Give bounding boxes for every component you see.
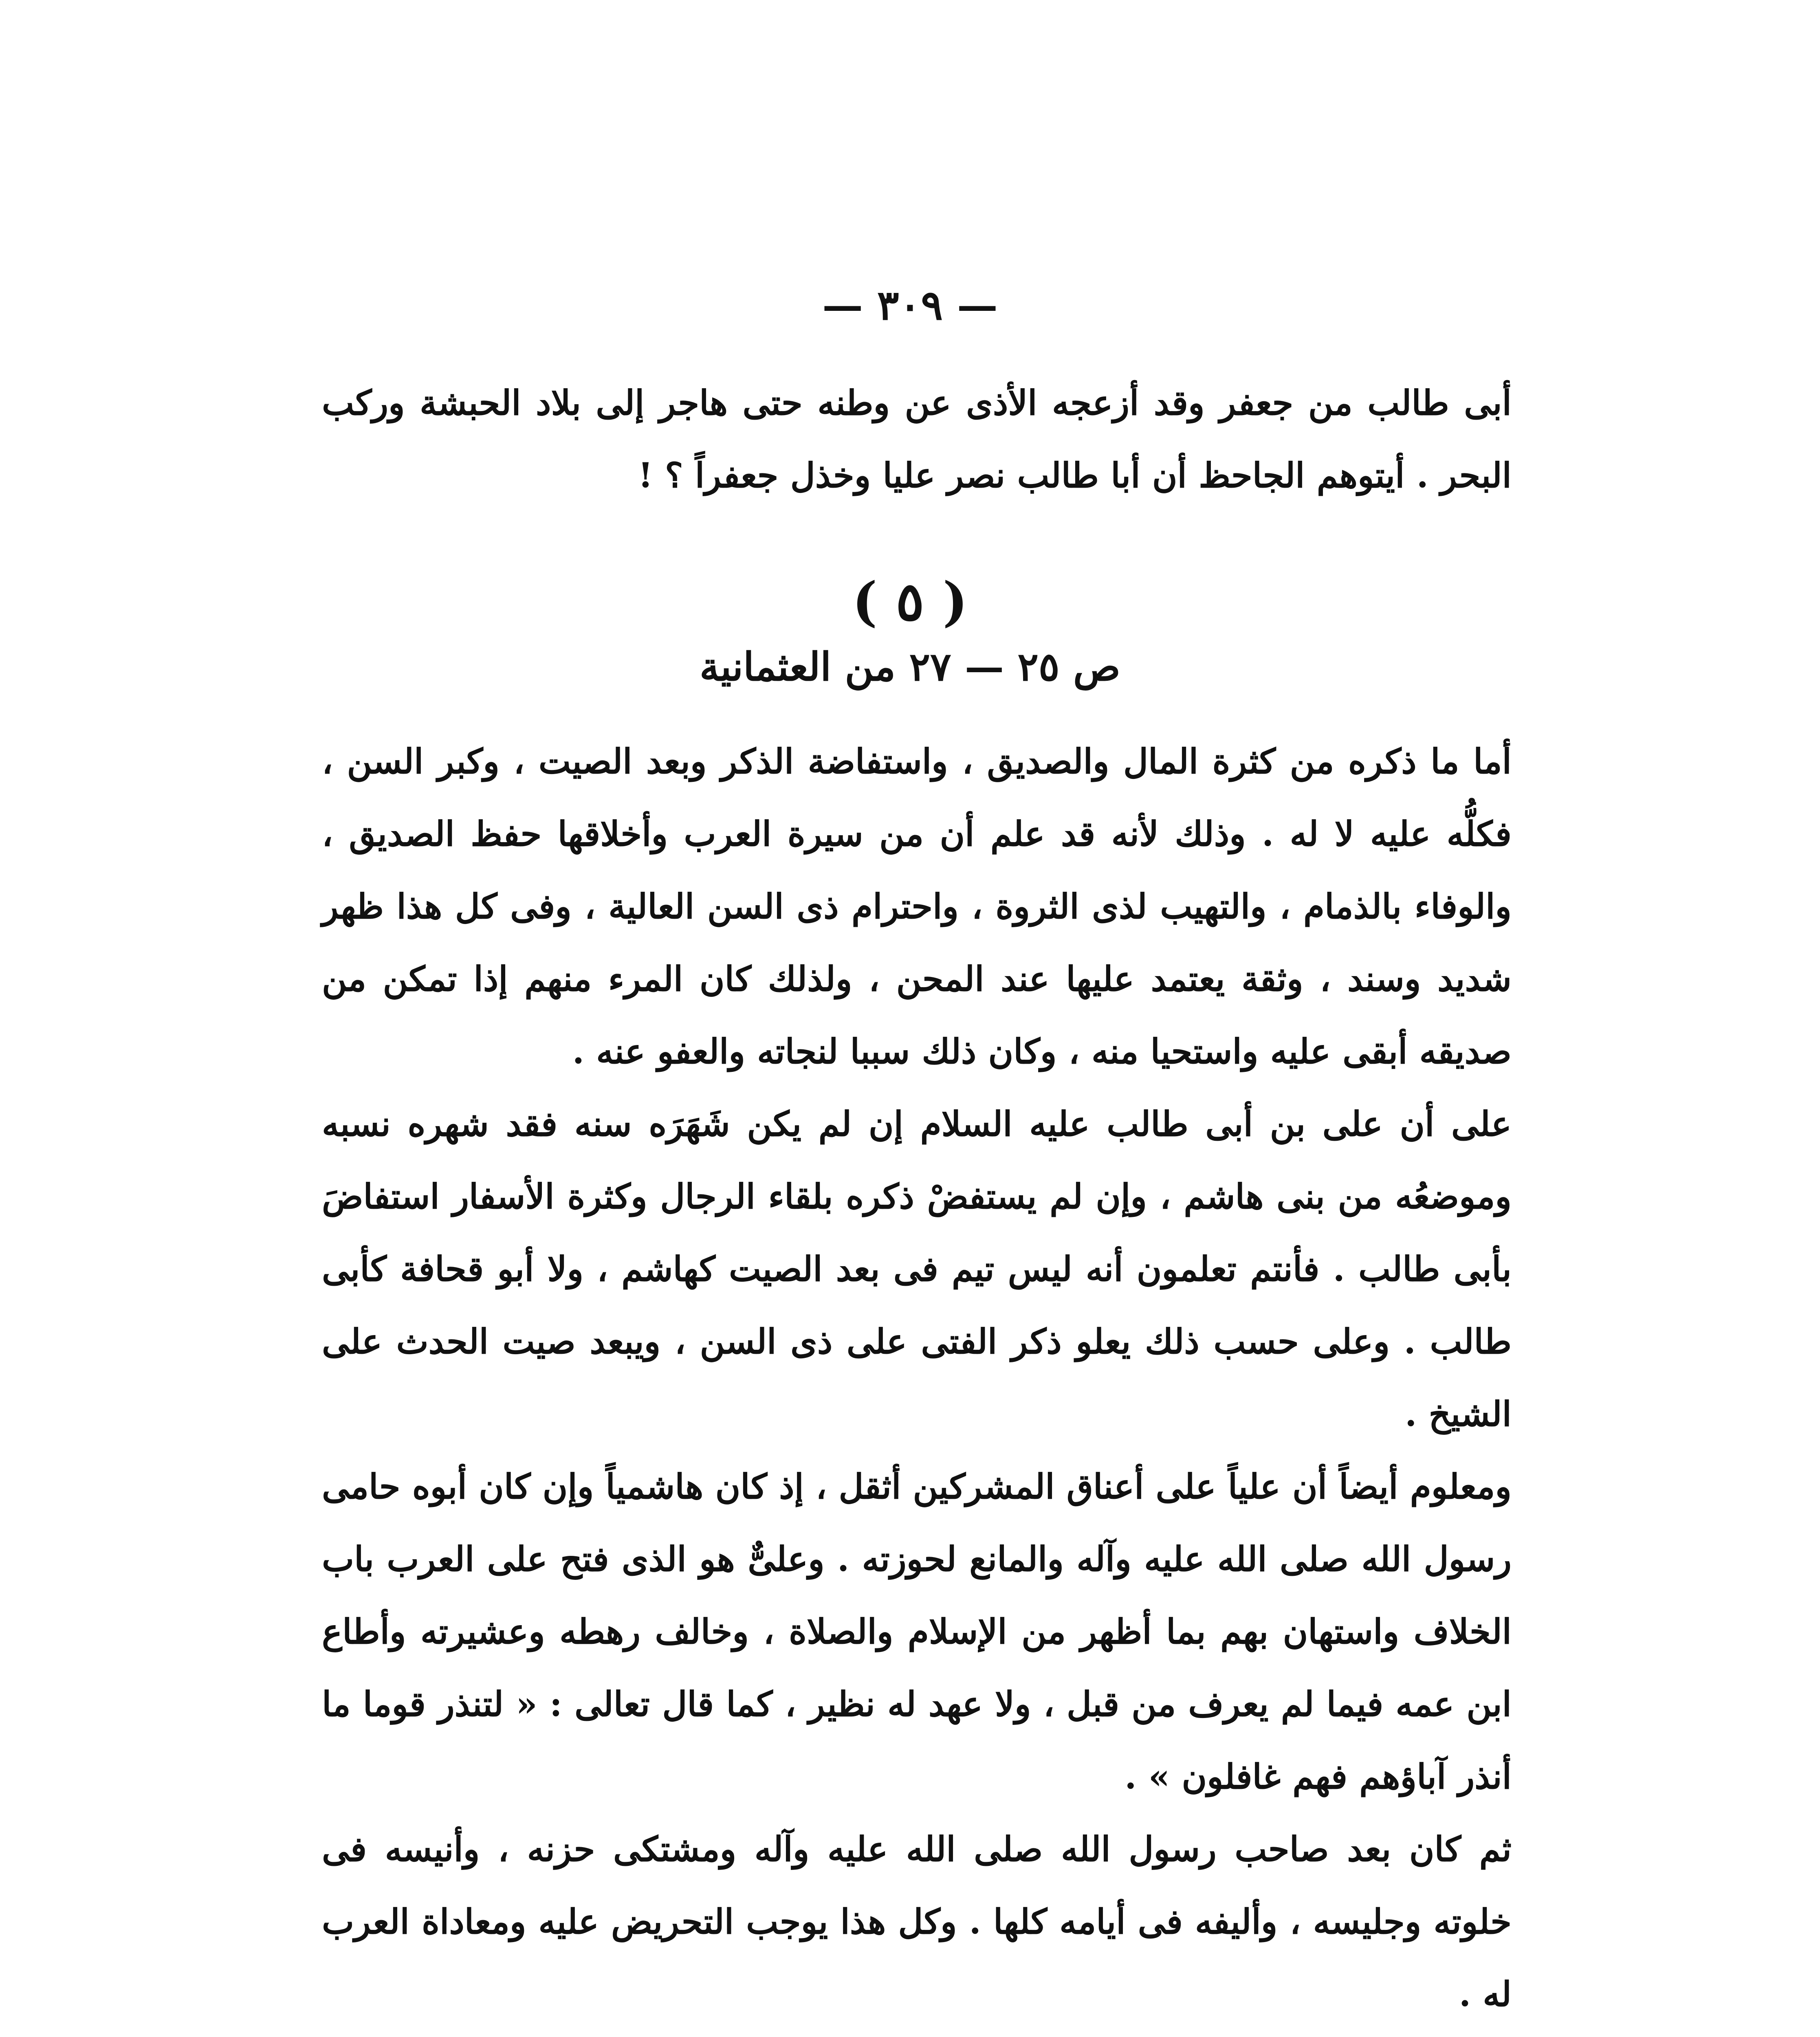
page-number: — ٣٠٩ — — [822, 281, 998, 329]
body-text — [322, 725, 1512, 2037]
paragraph: ثم كان بعد صاحب رسول الله صلى الله عليه وآله ومشتكى حزنه ، وأنيسه فى خلوته وجليسه ، وأليفه فى أيامه كلها . وكل هذا يوجب التحريض عليه ومعاداة العرب له . — [322, 1829, 1512, 2014]
paragraph: على أن على بن أبى طالب عليه السلام إن لم يكن شَهَرَه سنه فقد شهره نسبه وموضعُه من بنى هاشم ، وإن لم يستفضْ ذكره بلقاء الرجال وكثرة الأسفار استفاضَ بأبى طالب . فأنتم تعلمون أنه ليس تيم فى بعد الصيت كهاشم ، ولا أبو قحافة كأبى طالب . وعلى حسب ذلك يعلو ذكر الفتى على ذى السن ، ويبعد صيت الحدث على الشيخ . — [322, 1104, 1512, 1434]
section-reference: ص ٢٥ — ٢٧ من العثمانية — [699, 644, 1121, 690]
paragraph: أما ما ذكره من كثرة المال والصديق ، واستفاضة الذكر وبعد الصيت ، وكبر السن ، فكلُّه عليه لا له . وذلك لأنه قد علم أن من سيرة العرب وأخلاقها حفظ الصديق ، والوفاء بالذمام ، والتهيب لذى الثروة ، واحترام ذى السن العالية ، وفى كل هذا ظهر شديد وسند ، وثقة يعتمد عليها عند المحن ، ولذلك كان المرء منهم إذا تمكن من صديقه أبقى عليه واستحيا منه ، وكان ذلك سببا لنجاته والعفو عنه . — [322, 741, 1512, 1071]
paragraph — [322, 2030, 1512, 2037]
section-number: ( ٥ ) — [852, 570, 968, 633]
paragraph: ومعلوم أيضاً أن علياً على أعناق المشركين أثقل ، إذ كان هاشمياً وإن كان أبوه حامى رسول الله صلى الله عليه وآله والمانع لحوزته . وعلىٌّ هو الذى فتح على العرب باب الخلاف واستهان بهم بما أظهر من الإسلام والصلاة ، وخالف رهطه وعشيرته وأطاع ابن عمه فيما لم يعرف من قبل ، ولا عهد له نظير ، كما قال تعالى : « لتنذر قوما ما أنذر آباؤهم فهم غافلون » . — [322, 1466, 1512, 1797]
top-paragraph: أبى طالب من جعفر وقد أزعجه الأذى عن وطنه حتى هاجر إلى بلاد الحبشة وركب البحر . أيتوهم الجاحظ أن أبا طالب نصر عليا وخذل جعفراً ؟ ! — [322, 383, 1512, 495]
